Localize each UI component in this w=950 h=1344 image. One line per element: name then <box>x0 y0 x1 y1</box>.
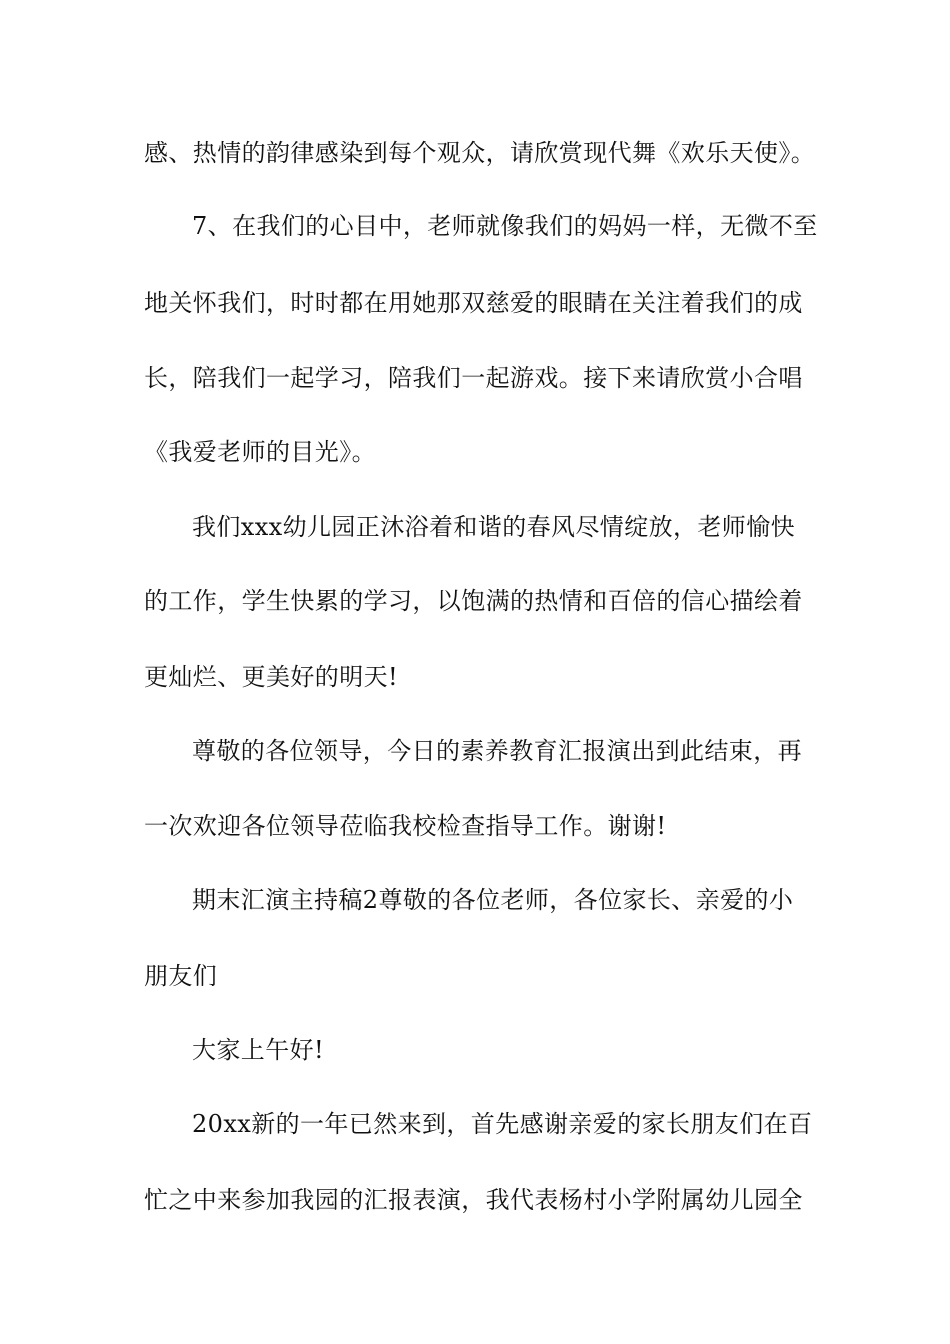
text-line: 尊敬的各位领导，今日的素养教育汇报演出到此结束，再 <box>192 737 802 765</box>
text-line: 20xx新的一年已然来到，首先感谢亲爱的家长朋友们在百 <box>192 1110 813 1138</box>
text-line: 地关怀我们，时时都在用她那双慈爱的眼睛在关注着我们的成 <box>144 289 803 317</box>
text-line: 一次欢迎各位领导莅临我校检查指导工作。谢谢! <box>144 812 667 840</box>
text-line: 期末汇演主持稿2尊敬的各位老师，各位家长、亲爱的小 <box>192 886 794 914</box>
text-line: 感、热情的韵律感染到每个观众，请欣赏现代舞《欢乐天使》。 <box>144 139 816 167</box>
text-line: 大家上午好! <box>192 1036 325 1064</box>
text-line: 忙之中来参加我园的汇报表演，我代表杨村小学附属幼儿园全 <box>144 1186 803 1214</box>
text-line: 《我爱老师的目光》。 <box>144 438 376 466</box>
text-line: 我们xxx幼儿园正沐浴着和谐的春风尽情绽放，老师愉快 <box>192 513 796 541</box>
text-line: 的工作，学生快累的学习，以饱满的热情和百倍的信心描绘着 <box>144 587 803 615</box>
text-line: 朋友们 <box>144 962 218 990</box>
text-line: 长，陪我们一起学习，陪我们一起游戏。接下来请欣赏小合唱 <box>144 364 803 392</box>
text-line: 7、在我们的心目中，老师就像我们的妈妈一样，无微不至 <box>192 212 818 240</box>
text-line: 更灿烂、更美好的明天! <box>144 663 399 691</box>
